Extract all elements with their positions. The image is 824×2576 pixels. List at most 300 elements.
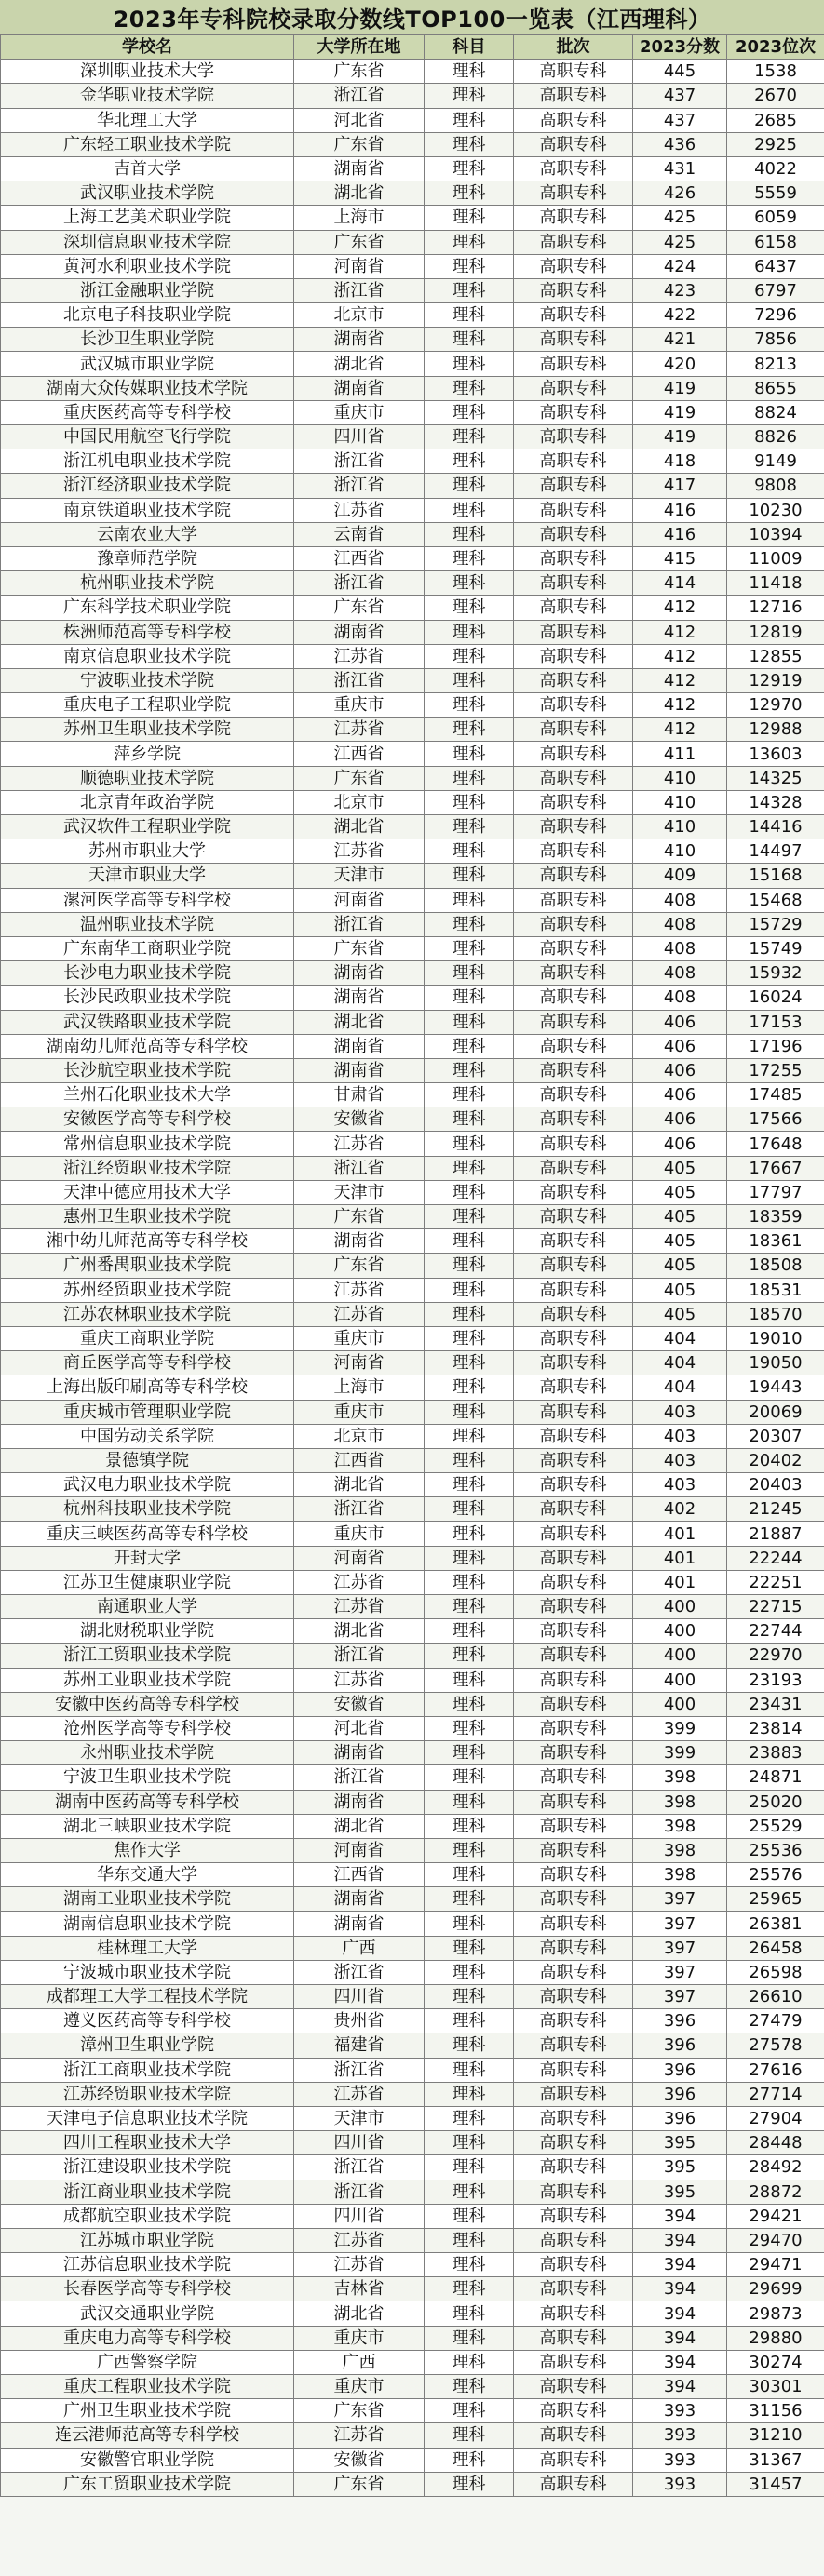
table-row bbox=[1, 1375, 824, 1400]
table-row bbox=[1, 1692, 824, 1716]
subject-cell: 理科 bbox=[425, 108, 514, 132]
batch-cell: 高职专科 bbox=[514, 474, 633, 498]
rank-cell: 23814 bbox=[727, 1716, 824, 1740]
school-name-cell: 浙江经贸职业技术学院 bbox=[1, 1156, 294, 1180]
score-cell: 416 bbox=[633, 522, 727, 546]
rank-cell: 27714 bbox=[727, 2082, 824, 2106]
table-row bbox=[1, 376, 824, 400]
batch-cell: 高职专科 bbox=[514, 2277, 633, 2301]
location-cell: 浙江省 bbox=[294, 1644, 425, 1668]
table-row bbox=[1, 961, 824, 986]
location-cell: 贵州省 bbox=[294, 2009, 425, 2033]
school-name-cell: 顺德职业技术学院 bbox=[1, 766, 294, 790]
rank-cell: 27479 bbox=[727, 2009, 824, 2033]
rank-cell: 22744 bbox=[727, 1619, 824, 1644]
batch-cell: 高职专科 bbox=[514, 546, 633, 570]
location-cell: 广东省 bbox=[294, 230, 425, 254]
subject-cell: 理科 bbox=[425, 2472, 514, 2496]
batch-cell: 高职专科 bbox=[514, 1180, 633, 1204]
rank-cell: 22251 bbox=[727, 1570, 824, 1594]
rank-cell: 18531 bbox=[727, 1278, 824, 1302]
subject-cell: 理科 bbox=[425, 1351, 514, 1375]
school-name-cell: 沧州医学高等专科学校 bbox=[1, 1716, 294, 1740]
school-name-cell: 成都理工大学工程技术学院 bbox=[1, 1985, 294, 2009]
rank-cell: 10394 bbox=[727, 522, 824, 546]
rank-cell: 21245 bbox=[727, 1497, 824, 1522]
batch-cell: 高职专科 bbox=[514, 400, 633, 424]
location-cell: 江苏省 bbox=[294, 644, 425, 668]
subject-cell: 理科 bbox=[425, 986, 514, 1010]
school-name-cell: 湖北财税职业学院 bbox=[1, 1619, 294, 1644]
score-cell: 410 bbox=[633, 839, 727, 864]
header-subject: 科目 bbox=[425, 35, 514, 60]
location-cell: 福建省 bbox=[294, 2033, 425, 2058]
table-row bbox=[1, 790, 824, 814]
location-cell: 广东省 bbox=[294, 596, 425, 620]
subject-cell: 理科 bbox=[425, 693, 514, 718]
score-cell: 420 bbox=[633, 352, 727, 376]
table-row bbox=[1, 474, 824, 498]
table-row bbox=[1, 352, 824, 376]
school-name-cell: 北京电子科技职业学院 bbox=[1, 303, 294, 328]
school-name-cell: 浙江机电职业技术学院 bbox=[1, 449, 294, 474]
score-cell: 396 bbox=[633, 2058, 727, 2082]
location-cell: 广西 bbox=[294, 2350, 425, 2374]
table-title: 2023年专科院校录取分数线TOP100一览表（江西理科） bbox=[0, 0, 824, 34]
table-row bbox=[1, 278, 824, 302]
subject-cell: 理科 bbox=[425, 352, 514, 376]
score-cell: 423 bbox=[633, 278, 727, 302]
table-row bbox=[1, 2472, 824, 2496]
batch-cell: 高职专科 bbox=[514, 1448, 633, 1472]
location-cell: 浙江省 bbox=[294, 668, 425, 692]
rank-cell: 17566 bbox=[727, 1107, 824, 1132]
rank-cell: 9808 bbox=[727, 474, 824, 498]
subject-cell: 理科 bbox=[425, 1229, 514, 1254]
rank-cell: 30301 bbox=[727, 2375, 824, 2399]
school-name-cell: 成都航空职业技术学院 bbox=[1, 2204, 294, 2228]
score-cell: 395 bbox=[633, 2131, 727, 2155]
rank-cell: 29699 bbox=[727, 2277, 824, 2301]
rank-cell: 2685 bbox=[727, 108, 824, 132]
table-row bbox=[1, 132, 824, 156]
score-cell: 394 bbox=[633, 2301, 727, 2326]
table-row bbox=[1, 2350, 824, 2374]
school-name-cell: 江苏经贸职业技术学院 bbox=[1, 2082, 294, 2106]
location-cell: 吉林省 bbox=[294, 2277, 425, 2301]
score-cell: 422 bbox=[633, 303, 727, 328]
school-name-cell: 长春医学高等专科学校 bbox=[1, 2277, 294, 2301]
table-row bbox=[1, 498, 824, 522]
batch-cell: 高职专科 bbox=[514, 2033, 633, 2058]
rank-cell: 26381 bbox=[727, 1912, 824, 1936]
school-name-cell: 连云港师范高等专科学校 bbox=[1, 2423, 294, 2448]
subject-cell: 理科 bbox=[425, 60, 514, 84]
batch-cell: 高职专科 bbox=[514, 1326, 633, 1350]
score-cell: 415 bbox=[633, 546, 727, 570]
table-row bbox=[1, 254, 824, 278]
location-cell: 湖北省 bbox=[294, 2301, 425, 2326]
subject-cell: 理科 bbox=[425, 1522, 514, 1546]
rank-cell: 14416 bbox=[727, 815, 824, 839]
batch-cell: 高职专科 bbox=[514, 1765, 633, 1790]
batch-cell: 高职专科 bbox=[514, 742, 633, 766]
score-cell: 398 bbox=[633, 1765, 727, 1790]
score-cell: 408 bbox=[633, 888, 727, 912]
location-cell: 浙江省 bbox=[294, 2180, 425, 2204]
location-cell: 湖北省 bbox=[294, 1473, 425, 1497]
location-cell: 江西省 bbox=[294, 546, 425, 570]
table-row bbox=[1, 2423, 824, 2448]
score-cell: 410 bbox=[633, 766, 727, 790]
score-cell: 425 bbox=[633, 230, 727, 254]
table-row bbox=[1, 1741, 824, 1765]
school-name-cell: 南京铁道职业技术学院 bbox=[1, 498, 294, 522]
batch-cell: 高职专科 bbox=[514, 1010, 633, 1034]
subject-cell: 理科 bbox=[425, 230, 514, 254]
batch-cell: 高职专科 bbox=[514, 718, 633, 742]
subject-cell: 理科 bbox=[425, 1887, 514, 1912]
subject-cell: 理科 bbox=[425, 1107, 514, 1132]
school-name-cell: 武汉铁路职业技术学院 bbox=[1, 1010, 294, 1034]
subject-cell: 理科 bbox=[425, 2301, 514, 2326]
subject-cell: 理科 bbox=[425, 1205, 514, 1229]
rank-cell: 17196 bbox=[727, 1034, 824, 1058]
batch-cell: 高职专科 bbox=[514, 1741, 633, 1765]
score-cell: 436 bbox=[633, 132, 727, 156]
batch-cell: 高职专科 bbox=[514, 1619, 633, 1644]
score-cell: 405 bbox=[633, 1278, 727, 1302]
rank-cell: 31210 bbox=[727, 2423, 824, 2448]
rank-cell: 20307 bbox=[727, 1424, 824, 1448]
batch-cell: 高职专科 bbox=[514, 2228, 633, 2252]
batch-cell: 高职专科 bbox=[514, 254, 633, 278]
location-cell: 湖南省 bbox=[294, 1912, 425, 1936]
school-name-cell: 江苏卫生健康职业学院 bbox=[1, 1570, 294, 1594]
location-cell: 浙江省 bbox=[294, 1497, 425, 1522]
school-name-cell: 景德镇学院 bbox=[1, 1448, 294, 1472]
school-name-cell: 商丘医学高等专科学校 bbox=[1, 1351, 294, 1375]
school-name-cell: 遵义医药高等专科学校 bbox=[1, 2009, 294, 2033]
score-cell: 398 bbox=[633, 1814, 727, 1838]
rank-cell: 29880 bbox=[727, 2326, 824, 2350]
score-cell: 419 bbox=[633, 376, 727, 400]
location-cell: 安徽省 bbox=[294, 2448, 425, 2472]
location-cell: 四川省 bbox=[294, 2131, 425, 2155]
school-name-cell: 广东南华工商职业学院 bbox=[1, 936, 294, 960]
score-cell: 405 bbox=[633, 1229, 727, 1254]
rank-cell: 8824 bbox=[727, 400, 824, 424]
location-cell: 广东省 bbox=[294, 1254, 425, 1278]
subject-cell: 理科 bbox=[425, 1619, 514, 1644]
rank-cell: 15729 bbox=[727, 912, 824, 936]
subject-cell: 理科 bbox=[425, 1010, 514, 1034]
batch-cell: 高职专科 bbox=[514, 2399, 633, 2423]
subject-cell: 理科 bbox=[425, 815, 514, 839]
batch-cell: 高职专科 bbox=[514, 1156, 633, 1180]
score-cell: 395 bbox=[633, 2155, 727, 2180]
table-row bbox=[1, 2204, 824, 2228]
school-name-cell: 江苏信息职业技术学院 bbox=[1, 2253, 294, 2277]
table-row bbox=[1, 156, 824, 181]
location-cell: 重庆市 bbox=[294, 1522, 425, 1546]
school-name-cell: 广东轻工职业技术学院 bbox=[1, 132, 294, 156]
score-cell: 412 bbox=[633, 620, 727, 644]
batch-cell: 高职专科 bbox=[514, 425, 633, 449]
table-row bbox=[1, 2228, 824, 2252]
batch-cell: 高职专科 bbox=[514, 986, 633, 1010]
rank-cell: 26458 bbox=[727, 1936, 824, 1960]
rank-cell: 15168 bbox=[727, 864, 824, 888]
subject-cell: 理科 bbox=[425, 449, 514, 474]
location-cell: 上海市 bbox=[294, 206, 425, 230]
batch-cell: 高职专科 bbox=[514, 2058, 633, 2082]
subject-cell: 理科 bbox=[425, 425, 514, 449]
location-cell: 河南省 bbox=[294, 1838, 425, 1862]
score-cell: 416 bbox=[633, 498, 727, 522]
school-name-cell: 苏州卫生职业技术学院 bbox=[1, 718, 294, 742]
score-cell: 406 bbox=[633, 1083, 727, 1107]
location-cell: 湖南省 bbox=[294, 620, 425, 644]
rank-cell: 26598 bbox=[727, 1960, 824, 1984]
school-name-cell: 宁波卫生职业技术学院 bbox=[1, 1765, 294, 1790]
school-name-cell: 苏州经贸职业技术学院 bbox=[1, 1278, 294, 1302]
rank-cell: 20402 bbox=[727, 1448, 824, 1472]
subject-cell: 理科 bbox=[425, 790, 514, 814]
subject-cell: 理科 bbox=[425, 84, 514, 108]
location-cell: 河南省 bbox=[294, 254, 425, 278]
location-cell: 湖北省 bbox=[294, 815, 425, 839]
location-cell: 四川省 bbox=[294, 1985, 425, 2009]
score-cell: 408 bbox=[633, 936, 727, 960]
batch-cell: 高职专科 bbox=[514, 1229, 633, 1254]
score-cell: 394 bbox=[633, 2253, 727, 2277]
school-name-cell: 苏州市职业大学 bbox=[1, 839, 294, 864]
table-row bbox=[1, 1010, 824, 1034]
subject-cell: 理科 bbox=[425, 1814, 514, 1838]
subject-cell: 理科 bbox=[425, 328, 514, 352]
batch-cell: 高职专科 bbox=[514, 1668, 633, 1692]
rank-cell: 12988 bbox=[727, 718, 824, 742]
subject-cell: 理科 bbox=[425, 522, 514, 546]
table-row bbox=[1, 1522, 824, 1546]
score-cell: 412 bbox=[633, 693, 727, 718]
school-name-cell: 安徽中医药高等专科学校 bbox=[1, 1692, 294, 1716]
score-cell: 418 bbox=[633, 449, 727, 474]
score-cell: 405 bbox=[633, 1205, 727, 1229]
subject-cell: 理科 bbox=[425, 1765, 514, 1790]
score-cell: 401 bbox=[633, 1522, 727, 1546]
rank-cell: 2925 bbox=[727, 132, 824, 156]
location-cell: 广东省 bbox=[294, 2399, 425, 2423]
table-row bbox=[1, 620, 824, 644]
score-cell: 437 bbox=[633, 108, 727, 132]
score-cell: 408 bbox=[633, 986, 727, 1010]
batch-cell: 高职专科 bbox=[514, 2131, 633, 2155]
table-row bbox=[1, 425, 824, 449]
batch-cell: 高职专科 bbox=[514, 815, 633, 839]
table-row bbox=[1, 230, 824, 254]
location-cell: 安徽省 bbox=[294, 1692, 425, 1716]
score-cell: 405 bbox=[633, 1302, 727, 1326]
rank-cell: 14328 bbox=[727, 790, 824, 814]
rank-cell: 9149 bbox=[727, 449, 824, 474]
score-cell: 405 bbox=[633, 1180, 727, 1204]
batch-cell: 高职专科 bbox=[514, 1887, 633, 1912]
school-name-cell: 广西警察学院 bbox=[1, 2350, 294, 2374]
location-cell: 湖南省 bbox=[294, 376, 425, 400]
batch-cell: 高职专科 bbox=[514, 1522, 633, 1546]
rank-cell: 19050 bbox=[727, 1351, 824, 1375]
rank-cell: 24871 bbox=[727, 1765, 824, 1790]
table-row bbox=[1, 912, 824, 936]
score-cell: 394 bbox=[633, 2375, 727, 2399]
rank-cell: 25020 bbox=[727, 1790, 824, 1814]
score-cell: 419 bbox=[633, 400, 727, 424]
rank-cell: 23431 bbox=[727, 1692, 824, 1716]
subject-cell: 理科 bbox=[425, 1058, 514, 1082]
school-name-cell: 武汉城市职业学院 bbox=[1, 352, 294, 376]
score-cell: 396 bbox=[633, 2082, 727, 2106]
location-cell: 北京市 bbox=[294, 790, 425, 814]
score-cell: 397 bbox=[633, 1912, 727, 1936]
table-row bbox=[1, 2082, 824, 2106]
table-row bbox=[1, 303, 824, 328]
table-row bbox=[1, 839, 824, 864]
location-cell: 河北省 bbox=[294, 108, 425, 132]
table-row bbox=[1, 1668, 824, 1692]
batch-cell: 高职专科 bbox=[514, 644, 633, 668]
rank-cell: 7296 bbox=[727, 303, 824, 328]
location-cell: 浙江省 bbox=[294, 1960, 425, 1984]
subject-cell: 理科 bbox=[425, 742, 514, 766]
school-name-cell: 南京信息职业技术学院 bbox=[1, 644, 294, 668]
batch-cell: 高职专科 bbox=[514, 449, 633, 474]
school-name-cell: 宁波职业技术学院 bbox=[1, 668, 294, 692]
location-cell: 湖南省 bbox=[294, 328, 425, 352]
subject-cell: 理科 bbox=[425, 2326, 514, 2350]
subject-cell: 理科 bbox=[425, 2009, 514, 2033]
table-row bbox=[1, 181, 824, 206]
rank-cell: 19010 bbox=[727, 1326, 824, 1350]
batch-cell: 高职专科 bbox=[514, 693, 633, 718]
school-name-cell: 重庆医药高等专科学校 bbox=[1, 400, 294, 424]
location-cell: 江苏省 bbox=[294, 718, 425, 742]
subject-cell: 理科 bbox=[425, 839, 514, 864]
subject-cell: 理科 bbox=[425, 1326, 514, 1350]
batch-cell: 高职专科 bbox=[514, 2423, 633, 2448]
rank-cell: 25536 bbox=[727, 1838, 824, 1862]
batch-cell: 高职专科 bbox=[514, 1546, 633, 1570]
school-name-cell: 重庆城市管理职业学院 bbox=[1, 1400, 294, 1424]
rank-cell: 11009 bbox=[727, 546, 824, 570]
school-name-cell: 永州职业技术学院 bbox=[1, 1741, 294, 1765]
score-cell: 406 bbox=[633, 1107, 727, 1132]
batch-cell: 高职专科 bbox=[514, 303, 633, 328]
subject-cell: 理科 bbox=[425, 571, 514, 596]
rank-cell: 15468 bbox=[727, 888, 824, 912]
batch-cell: 高职专科 bbox=[514, 84, 633, 108]
rank-cell: 29471 bbox=[727, 2253, 824, 2277]
subject-cell: 理科 bbox=[425, 2277, 514, 2301]
table-row bbox=[1, 1936, 824, 1960]
table-row bbox=[1, 1278, 824, 1302]
batch-cell: 高职专科 bbox=[514, 571, 633, 596]
table-row bbox=[1, 2277, 824, 2301]
batch-cell: 高职专科 bbox=[514, 2253, 633, 2277]
rank-cell: 28872 bbox=[727, 2180, 824, 2204]
score-cell: 394 bbox=[633, 2326, 727, 2350]
score-cell: 393 bbox=[633, 2423, 727, 2448]
location-cell: 河南省 bbox=[294, 888, 425, 912]
rank-cell: 22244 bbox=[727, 1546, 824, 1570]
subject-cell: 理科 bbox=[425, 2423, 514, 2448]
rank-cell: 15932 bbox=[727, 961, 824, 986]
table-row bbox=[1, 1546, 824, 1570]
score-cell: 403 bbox=[633, 1448, 727, 1472]
rank-cell: 17667 bbox=[727, 1156, 824, 1180]
subject-cell: 理科 bbox=[425, 1546, 514, 1570]
school-name-cell: 长沙电力职业技术学院 bbox=[1, 961, 294, 986]
rank-cell: 20403 bbox=[727, 1473, 824, 1497]
subject-cell: 理科 bbox=[425, 1570, 514, 1594]
rank-cell: 25965 bbox=[727, 1887, 824, 1912]
batch-cell: 高职专科 bbox=[514, 839, 633, 864]
batch-cell: 高职专科 bbox=[514, 2204, 633, 2228]
rank-cell: 19443 bbox=[727, 1375, 824, 1400]
batch-cell: 高职专科 bbox=[514, 328, 633, 352]
school-name-cell: 湖北三峡职业技术学院 bbox=[1, 1814, 294, 1838]
table-row bbox=[1, 522, 824, 546]
batch-cell: 高职专科 bbox=[514, 2375, 633, 2399]
subject-cell: 理科 bbox=[425, 1936, 514, 1960]
table-row bbox=[1, 1473, 824, 1497]
location-cell: 江西省 bbox=[294, 742, 425, 766]
school-name-cell: 湖南中医药高等专科学校 bbox=[1, 1790, 294, 1814]
location-cell: 湖北省 bbox=[294, 1814, 425, 1838]
subject-cell: 理科 bbox=[425, 2399, 514, 2423]
batch-cell: 高职专科 bbox=[514, 668, 633, 692]
location-cell: 重庆市 bbox=[294, 2326, 425, 2350]
location-cell: 江苏省 bbox=[294, 1132, 425, 1156]
location-cell: 浙江省 bbox=[294, 2155, 425, 2180]
location-cell: 湖北省 bbox=[294, 1010, 425, 1034]
subject-cell: 理科 bbox=[425, 1278, 514, 1302]
score-cell: 406 bbox=[633, 1034, 727, 1058]
subject-cell: 理科 bbox=[425, 1644, 514, 1668]
score-cell: 412 bbox=[633, 668, 727, 692]
table-row bbox=[1, 1254, 824, 1278]
subject-cell: 理科 bbox=[425, 254, 514, 278]
score-cell: 402 bbox=[633, 1497, 727, 1522]
school-name-cell: 武汉软件工程职业学院 bbox=[1, 815, 294, 839]
batch-cell: 高职专科 bbox=[514, 498, 633, 522]
school-name-cell: 湘中幼儿师范高等专科学校 bbox=[1, 1229, 294, 1254]
school-name-cell: 浙江建设职业技术学院 bbox=[1, 2155, 294, 2180]
table-row bbox=[1, 1765, 824, 1790]
location-cell: 河南省 bbox=[294, 1351, 425, 1375]
location-cell: 广东省 bbox=[294, 60, 425, 84]
location-cell: 广西 bbox=[294, 1936, 425, 1960]
table-row bbox=[1, 1887, 824, 1912]
table-row bbox=[1, 2399, 824, 2423]
location-cell: 广东省 bbox=[294, 936, 425, 960]
location-cell: 重庆市 bbox=[294, 1326, 425, 1350]
batch-cell: 高职专科 bbox=[514, 620, 633, 644]
subject-cell: 理科 bbox=[425, 1083, 514, 1107]
school-name-cell: 安徽医学高等专科学校 bbox=[1, 1107, 294, 1132]
score-cell: 401 bbox=[633, 1546, 727, 1570]
